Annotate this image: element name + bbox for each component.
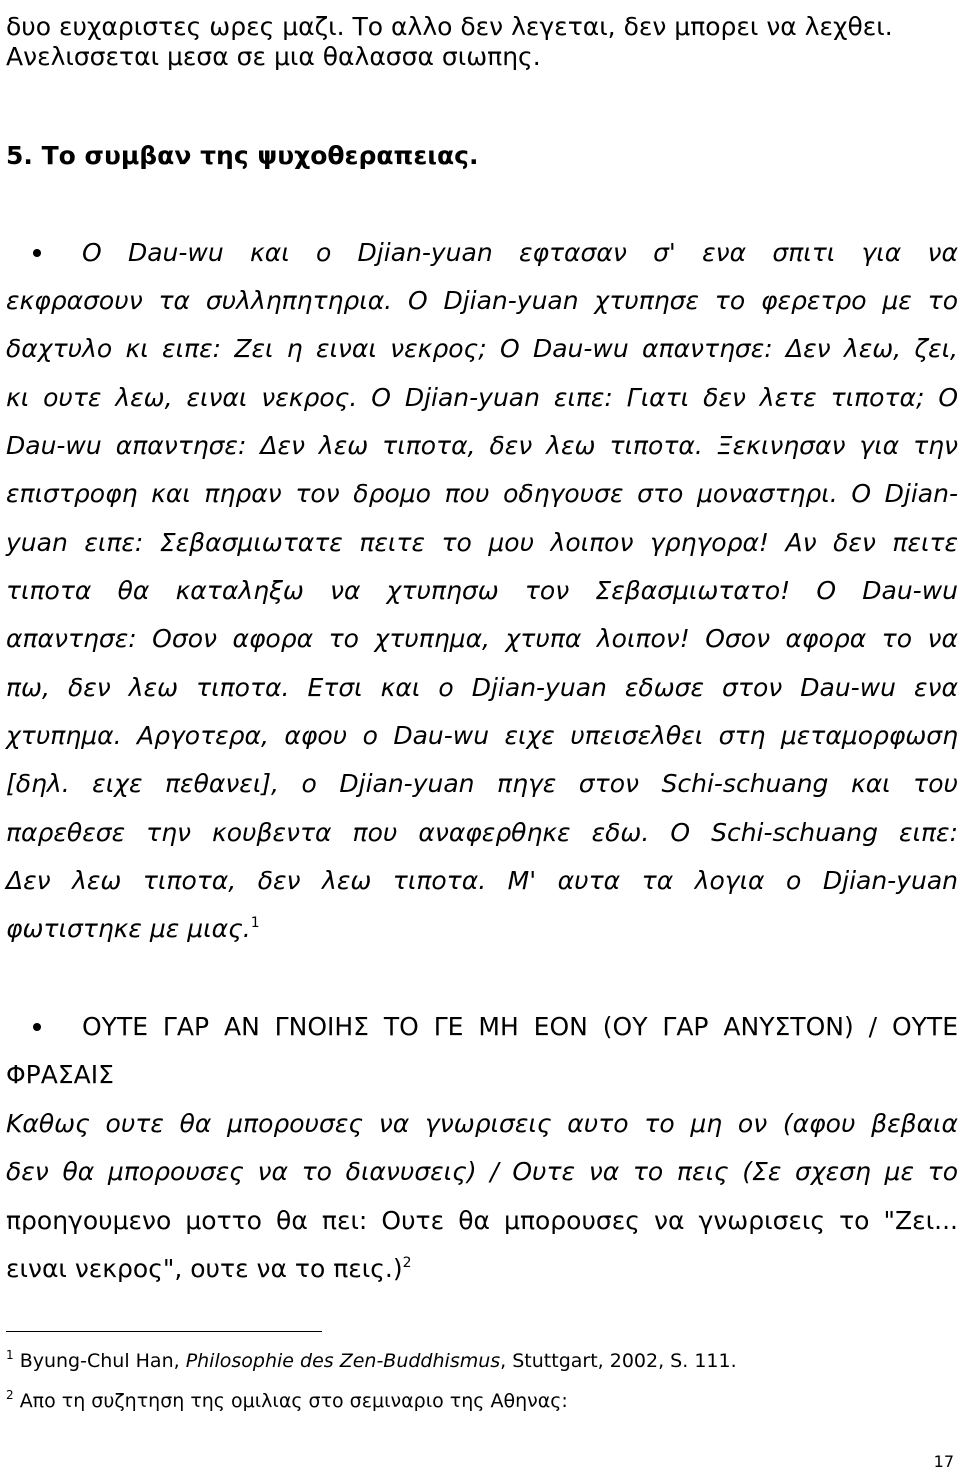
text-line: τιποτα θα καταληξω να χτυπησω τον Σεβασμιωτατο! Ο Dau-wu	[6, 576, 958, 605]
text-line: ΟΥΤΕ ΓΑΡ ΑΝ ΓΝΟΙΗΣ ΤΟ ΓΕ ΜΗ ΕΟΝ (ΟΥ ΓΑΡ ΑΝΥΣΤΟΝ) / ΟΥΤΕ	[82, 1012, 958, 1041]
text-line: δεν θα μπορουσες να το διανυσεις) / Ουτε να το πεις (Σε σχεση με το	[6, 1157, 958, 1186]
text-line: Ο Dau-wu και ο Djian-yuan εφτασαν σ' ενα σπιτι για να	[82, 238, 958, 267]
text-line: απαντησε: Οσον αφορα το χτυπημα, χτυπα λοιπον! Οσον αφορα το να	[6, 624, 958, 653]
footnote-mark: 2	[402, 1255, 412, 1271]
footnote-mark: 1	[250, 915, 260, 931]
bullet-icon	[33, 249, 41, 257]
text-line: ΦΡΑΣΑΙΣ	[6, 1060, 114, 1089]
page-number: 17	[933, 1452, 954, 1471]
footnote-divider	[6, 1331, 322, 1332]
text-line: Καθως ουτε θα μπορουσες να γνωρισεις αυτο το μη ον (αφου βεβαια	[6, 1109, 958, 1138]
text-line	[6, 1254, 958, 1284]
text-line: παρεθεσε την κουβεντα που αναφερθηκε εδω. Ο Schi-schuang ειπε:	[6, 818, 958, 847]
text-line: επιστροφη και πηραν τον δρομο που οδηγουσε στο μοναστηρι. Ο Djian-	[6, 479, 958, 508]
footnote-text: Απο τη συζητηση της ομιλιας στο σεμιναριο της Αθηνας:	[19, 1390, 568, 1412]
text-line-content: ειναι νεκρος", ουτε να το πεις.)	[6, 1254, 403, 1283]
text-line: χτυπημα. Αργοτερα, αφου ο Dau-wu ειχε υπεισελθει στη μεταμορφωση	[6, 721, 958, 750]
text-line	[6, 914, 958, 944]
footnote-details: , Stuttgart, 2002, S. 111.	[500, 1350, 737, 1372]
text-line: εκφρασουν τα συλληπητηρια. Ο Djian-yuan χτυπησε το φερετρο με το	[6, 286, 958, 315]
text-line-content: φωτιστηκε με μιας.	[6, 914, 251, 943]
footnote-book-title: Philosophie des Zen-Buddhismus	[185, 1350, 501, 1372]
text-line: προηγουμενο μοττο θα πει: Ουτε θα μπορουσες να γνωρισεις το "Ζει...	[6, 1206, 958, 1235]
text-line: δυο ευχαριστες ωρες μαζι. Το αλλο δεν λεγεται, δεν μπορει να λεχθει.	[6, 12, 893, 41]
text-line: Ανελισσεται μεσα σε μια θαλασσα σιωπης.	[6, 42, 541, 71]
footnote-number: 2	[6, 1388, 14, 1402]
text-line: [δηλ. ειχε πεθανει], ο Djian-yuan πηγε στον Schi-schuang και του	[6, 769, 958, 798]
bullet-icon	[33, 1023, 41, 1031]
text-line: κι ουτε λεω, ειναι νεκρος. Ο Djian-yuan ειπε: Γιατι δεν λετε τιποτα; Ο	[6, 383, 958, 412]
text-line: πω, δεν λεω τιποτα. Ετσι και ο Djian-yuan εδωσε στον Dau-wu ενα	[6, 673, 958, 702]
footnote-2	[6, 1389, 568, 1413]
section-heading: 5. Το συμβαν της ψυχοθεραπειας.	[6, 141, 479, 170]
text-line: δαχτυλο κι ειπε: Ζει η ειναι νεκρος; Ο Dau-wu απαντησε: Δεν λεω, ζει,	[6, 334, 958, 363]
text-line: Dau-wu απαντησε: Δεν λεω τιποτα, δεν λεω τιποτα. Ξεκινησαν για την	[6, 431, 958, 460]
text-line: Δεν λεω τιποτα, δεν λεω τιποτα. Μ' αυτα τα λογια ο Djian-yuan	[6, 866, 958, 895]
footnote-author: Byung-Chul Han,	[19, 1350, 186, 1372]
text-line: yuan ειπε: Σεβασμιωτατε πειτε το μου λοιπον γρηγορα! Αν δεν πειτε	[6, 528, 958, 557]
footnote-1	[6, 1349, 737, 1373]
footnote-number: 1	[6, 1348, 14, 1362]
